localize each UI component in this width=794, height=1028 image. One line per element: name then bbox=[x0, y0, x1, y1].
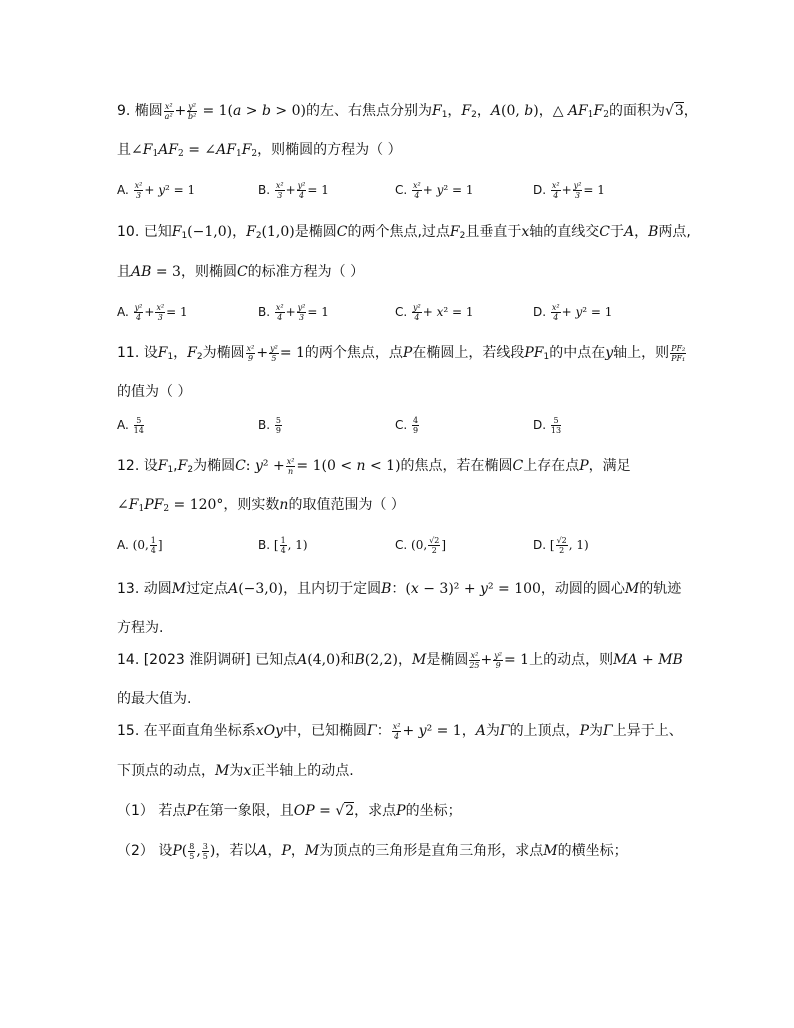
option-label: C. bbox=[395, 183, 408, 197]
q15-text: （1） 若点 bbox=[117, 803, 187, 819]
q15-text: 为 bbox=[229, 763, 244, 779]
q9-option-a: A. $\frac{\text{x²}}{3}$ + y² = 1 bbox=[117, 181, 196, 200]
q12-option-c: C. (0, $\frac{√2}{2}$ ] bbox=[395, 536, 447, 555]
q14-text: 的最大值为. bbox=[117, 691, 192, 707]
q11-text: 的中点在 bbox=[549, 345, 606, 361]
q9-option-d: D. $\frac{\text{x²}}{4}$ + $\frac{\text{y²}}{3}$ = 1 bbox=[533, 181, 605, 200]
q14-line1: 14. [2023 淮阴调研] 已知点A(4,0)和B(2,2)，M是椭圆 $\frac{\text{x²}}{25}$ + $\frac{\text{y²}}{9}$ = 1上的动点，则MA + MB bbox=[117, 650, 683, 670]
q11-option-c: C. $\frac{4}{9}$ bbox=[395, 416, 419, 435]
q15-line1: 15. 在平面直角坐标系xOy中，已知椭圆Γ： $\frac{\text{x²}}{4}$ + y² = 1，A为Γ的上顶点，P为Γ上异于上、 bbox=[117, 721, 683, 741]
option-label: C. bbox=[395, 305, 408, 319]
q13-text: ，动圆的圆心 bbox=[540, 581, 625, 597]
q9-line1: 9. 椭圆 $\frac{\text{x²}}{\text{a²}}$ + $\frac{\text{y²}}{\text{b²}}$ = 1(a > b > 0)的左、右焦点分别为$F_1$，$F_2$，A(0, b)，△ $AF_1F_2$的面积为√3， bbox=[117, 101, 698, 121]
q12-line2: $\angle F_1PF_2 = 120^\circ$，则实数n的取值范围为（ ） bbox=[117, 497, 405, 514]
q12-option-a: A. (0, $\frac{1}{4}$ ] bbox=[117, 536, 163, 555]
q15-text: ，求点 bbox=[354, 803, 397, 819]
q15-text: ， bbox=[461, 723, 476, 739]
q10-option-b: B. $\frac{\text{x²}}{4}$ + $\frac{\text{y²}}{3}$ = 1 bbox=[258, 303, 329, 322]
q10-option-a: A. $\frac{\text{y²}}{4}$ + $\frac{\text{x²}}{3}$ = 1 bbox=[117, 303, 188, 322]
q15-sub2: （2） 设P( $\frac{8}{5}$ , $\frac{3}{5}$ )，若以A，P，M为顶点的三角形是直角三角形，求点M的横坐标； bbox=[117, 841, 628, 861]
option-label: A. bbox=[117, 538, 129, 552]
q9-text: 9. 椭圆 bbox=[117, 103, 163, 119]
q11-text: 的值为（ ） bbox=[117, 384, 192, 400]
q11-line1: 11. 设$F_1$，$F_2$为椭圆 $\frac{\text{x²}}{9}$ + $\frac{\text{y²}}{5}$ = 1的两个焦点，点P在椭圆上，若线段$PF_1$的中点在y轴上，则 $\frac{\text{PF₂}}{\text{PF₁}}$ bbox=[117, 343, 686, 363]
q14-text: 是椭圆 bbox=[426, 652, 469, 668]
q10-line1: 10. 已知$F_1(-1,0)$，$F_2(1,0)$是椭圆C的两个焦点,过点$F_2$且垂直于x轴的直线交C于A，B两点, bbox=[117, 224, 691, 241]
q13-text: ，且内切于定圆 bbox=[283, 581, 382, 597]
q15-text: （2） 设 bbox=[117, 843, 173, 859]
q10-line2: 且AB = 3，则椭圆C的标准方程为（ ） bbox=[117, 264, 365, 280]
q10-option-c: C. $\frac{\text{y²}}{4}$ + x² = 1 bbox=[395, 303, 474, 322]
q15-text: 中，已知椭圆 bbox=[283, 723, 368, 739]
q11-text: 轴上，则 bbox=[613, 345, 670, 361]
option-label: A. bbox=[117, 418, 129, 432]
q13-text: 13. 动圆 bbox=[117, 581, 172, 597]
q13-text: 方程为. bbox=[117, 620, 164, 636]
q10-text: 是椭圆 bbox=[294, 224, 337, 240]
q10-text: ，则椭圆 bbox=[180, 264, 237, 280]
q10-text: 的标准方程为（ ） bbox=[247, 264, 365, 280]
q15-text: ，若以 bbox=[215, 843, 258, 859]
q10-text: 10. 已知 bbox=[117, 224, 172, 240]
q11-option-d: D. $\frac{5}{13}$ bbox=[533, 416, 562, 435]
q15-text: 下顶点的动点， bbox=[117, 763, 215, 779]
q14-text: 14. [2023 淮阴调研] 已知点 bbox=[117, 652, 298, 668]
q11-line2 bbox=[117, 381, 191, 403]
q15-text: 为 bbox=[485, 723, 500, 739]
q9-text: 且 bbox=[117, 142, 131, 158]
q15-text: 15. 在平面直角坐标系 bbox=[117, 723, 256, 739]
option-label: A. bbox=[117, 183, 129, 197]
q12-text: 上存在点 bbox=[523, 458, 580, 474]
q12-text: ，满足 bbox=[588, 458, 631, 474]
q11-text: 为椭圆 bbox=[202, 345, 245, 361]
q10-text: 两点, bbox=[658, 224, 691, 240]
q15-sub1: （1） 若点P在第一象限，且OP = √2，求点P的坐标； bbox=[117, 803, 462, 819]
q11-text: 在椭圆上，若线段 bbox=[412, 345, 525, 361]
option-label: B. bbox=[258, 183, 271, 197]
q12-line1: 12. 设$F_1,F_2$为椭圆C: y² + $\frac{\text{x²}}{n}$ = 1(0 < n < 1)的焦点，若在椭圆C上存在点P，满足 bbox=[117, 456, 631, 476]
q15-line2: 下顶点的动点，M为x正半轴上的动点. bbox=[117, 763, 354, 779]
q14-text: 和 bbox=[340, 652, 355, 668]
q13-line2 bbox=[117, 617, 163, 639]
q11-option-a: A. $\frac{5}{14}$ bbox=[117, 416, 144, 435]
q9-line2: 且$\angle F_1AF_2$ = $\angle AF_1F_2$，则椭圆的方程为（ ） bbox=[117, 142, 402, 159]
option-label: C. bbox=[395, 538, 408, 552]
q15-text: 的上顶点， bbox=[509, 723, 580, 739]
q15-text: 的横坐标； bbox=[557, 843, 628, 859]
q15-text: 在第一象限，且 bbox=[195, 803, 294, 819]
q13-line1: 13. 动圆M过定点A(−3,0)，且内切于定圆B：(x − 3)² + y² = 100，动圆的圆心M的轨迹 bbox=[117, 581, 682, 597]
q15-text: 正半轴上的动点. bbox=[251, 763, 354, 779]
option-label: B. bbox=[258, 418, 271, 432]
option-label: B. bbox=[258, 538, 271, 552]
q14-text: 上的动点，则 bbox=[529, 652, 614, 668]
q15-text: 上异于上、 bbox=[612, 723, 683, 739]
q10-text: 且垂直于 bbox=[465, 224, 522, 240]
q13-text: 过定点 bbox=[186, 581, 229, 597]
q12-text: ，则实数 bbox=[223, 497, 280, 513]
q12-option-b: B. [ $\frac{1}{4}$ , 1) bbox=[258, 536, 308, 555]
option-label: D. bbox=[533, 305, 547, 319]
q10-text: 的两个焦点,过点 bbox=[347, 224, 450, 240]
q9-option-b: B. $\frac{\text{x²}}{3}$ + $\frac{\text{y²}}{4}$ = 1 bbox=[258, 181, 329, 200]
option-label: D. bbox=[533, 538, 547, 552]
q13-text: 的轨迹 bbox=[639, 581, 682, 597]
q10-text: 轴的直线交 bbox=[529, 224, 600, 240]
q10-text: 于 bbox=[610, 224, 624, 240]
q12-text: 的取值范围为（ ） bbox=[288, 497, 405, 513]
q10-option-d: D. $\frac{\text{x²}}{4}$ + y² = 1 bbox=[533, 303, 613, 322]
q9-option-c: C. $\frac{\text{x²}}{4}$ + y² = 1 bbox=[395, 181, 474, 200]
q9-text: ，则椭圆的方程为（ ） bbox=[257, 142, 402, 158]
q14-line2 bbox=[117, 688, 191, 710]
q10-text: 且 bbox=[117, 264, 131, 280]
q11-option-b: B. $\frac{5}{9}$ bbox=[258, 416, 281, 435]
math: $\frac{\text{x²}}{\text{a²}}$ bbox=[164, 101, 173, 121]
q15-text: 为 bbox=[588, 723, 603, 739]
q12-option-d: D. [ $\frac{√2}{2}$ , 1) bbox=[533, 536, 589, 555]
option-label: D. bbox=[533, 418, 547, 432]
q14-text: ， bbox=[398, 652, 412, 668]
q9-text: 的面积为 bbox=[608, 103, 665, 119]
option-label: B. bbox=[258, 305, 271, 319]
q15-text: 为顶点的三角形是直角三角形，求点 bbox=[319, 843, 544, 859]
q12-text: 为椭圆 bbox=[193, 458, 236, 474]
q12-text: 12. 设 bbox=[117, 458, 158, 474]
option-label: A. bbox=[117, 305, 129, 319]
option-label: C. bbox=[395, 418, 408, 432]
math: $\frac{\text{y²}}{\text{b²}}$ bbox=[187, 101, 197, 121]
q12-text: 的焦点，若在椭圆 bbox=[400, 458, 513, 474]
option-label: D. bbox=[533, 183, 547, 197]
q15-text: 的坐标； bbox=[405, 803, 462, 819]
q11-text: 11. 设 bbox=[117, 345, 158, 361]
q9-text: 的左、右焦点分别为 bbox=[305, 103, 432, 119]
q11-text: 的两个焦点，点 bbox=[304, 345, 403, 361]
